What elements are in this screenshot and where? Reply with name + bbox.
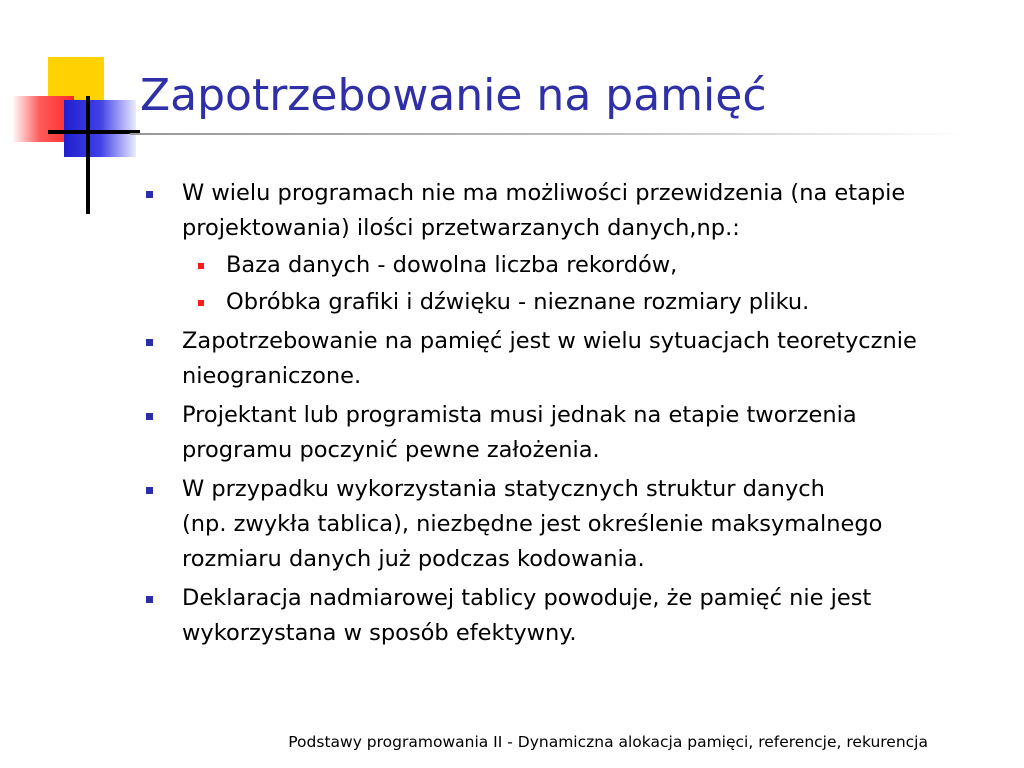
bullet-square-icon	[146, 596, 153, 603]
slide-content	[140, 176, 1010, 655]
slide-footer: Podstawy programowania II - Dynamiczna alokacja pamięci, referencje, rekurencja	[288, 733, 928, 751]
sub-bullet-square-icon	[198, 300, 204, 306]
title-divider	[130, 133, 966, 135]
sub-bullet-item	[182, 248, 1010, 283]
sub-bullet-square-icon	[198, 263, 204, 269]
bullet-item	[140, 581, 1010, 651]
bullet-text: Deklaracja nadmiarowej tablicy powoduje, że pamięć nie jest wykorzystana w sposób efektywny.	[182, 585, 872, 646]
bullet-square-icon	[146, 339, 153, 346]
sub-bullet-text: Obróbka grafiki i dźwięku - nieznane rozmiary pliku.	[226, 289, 810, 315]
sub-bullet-item	[182, 285, 1010, 320]
slide-title: Zapotrzebowanie na pamięć	[140, 70, 767, 121]
bullet-text: Projektant lub programista musi jednak na etapie tworzenia programu poczynić pewne założenia.	[182, 402, 857, 463]
bullet-square-icon	[146, 413, 153, 420]
sub-bullet-text: Baza danych - dowolna liczba rekordów,	[226, 252, 678, 278]
bullet-text: Zapotrzebowanie na pamięć jest w wielu sytuacjach teoretycznie nieograniczone.	[182, 328, 917, 389]
bullet-square-icon	[146, 191, 153, 198]
bullet-item	[140, 472, 1010, 577]
blue-square	[64, 100, 136, 157]
bullet-item	[140, 398, 1010, 468]
sub-bullet-list	[182, 248, 1010, 320]
bullet-square-icon	[146, 487, 153, 494]
bullet-item	[140, 176, 1010, 320]
bullet-text: W przypadku wykorzystania statycznych struktur danych (np. zwykła tablica), niezbędne jest określenie maksymalnego rozmiaru danych już podczas kodowania.	[182, 476, 883, 572]
bullet-list	[140, 176, 1010, 651]
decorative-logo	[0, 0, 150, 220]
bullet-item	[140, 324, 1010, 394]
bullet-text: W wielu programach nie ma możliwości przewidzenia (na etapie projektowania) ilości przetwarzanych danych,np.:	[182, 180, 906, 241]
horizontal-line	[48, 130, 140, 134]
vertical-line	[86, 96, 90, 214]
